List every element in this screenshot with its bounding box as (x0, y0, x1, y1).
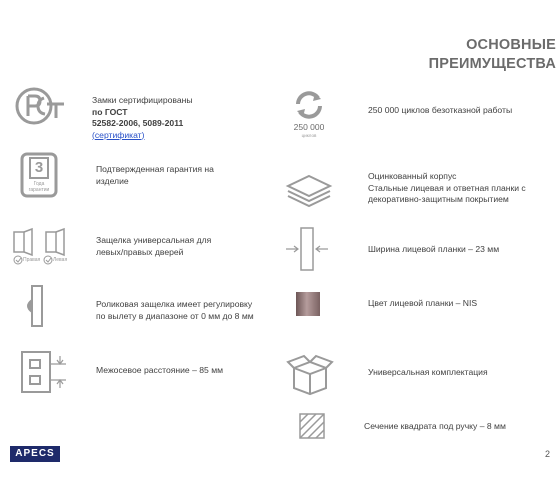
feature-housing-text: Оцинкованный корпус Стальные лицевая и ответная планки с декоративно-защитным покрытием (368, 171, 526, 204)
warranty-3-years-icon (20, 152, 58, 198)
layers-icon (284, 172, 334, 210)
door-tag-left: Левая (53, 257, 68, 263)
cycles-caption: циклов (301, 133, 317, 138)
certificate-link[interactable]: (сертификат) (92, 129, 145, 140)
feature-width-text: Ширина лицевой планки – 23 мм (368, 244, 500, 254)
door-tag-right: Правая (23, 257, 41, 263)
feature-kit-text: Универсальная комплектация (368, 367, 488, 377)
box-package-icon (286, 354, 334, 396)
feature-doors-text: Защелка универсальная для левых/правых дверей (96, 235, 212, 257)
roller-latch-icon (22, 284, 52, 328)
cycles-refresh-icon (288, 90, 330, 138)
feature-roller-text: Роликовая защелка имеет регулировку по вылету в диапазоне от 0 мм до 8 мм (96, 299, 254, 321)
apecs-logo: APECS (10, 446, 60, 462)
lock-body-distance-icon (16, 348, 70, 396)
feature-distance-text: Межосевое расстояние – 85 мм (96, 365, 224, 375)
faceplate-width-icon (284, 226, 330, 272)
door-left-right-icon (10, 226, 72, 268)
cycles-value: 250 000 (293, 122, 325, 132)
feature-square-text: Сечение квадрата под ручку – 8 мм (364, 421, 506, 431)
feature-certificate-text: Замки сертифицированы по ГОСТ 52582-2006, 5089-2011 (сертификат) (92, 95, 193, 140)
color-swatch-icon (296, 292, 320, 316)
faceplate-color-swatch (296, 292, 320, 316)
warranty-caption-2: гарантии (28, 187, 50, 193)
square-hatch-icon (298, 412, 326, 440)
feature-warranty-text: Подтвержденная гарантия на изделие (96, 164, 214, 186)
page-title (336, 36, 556, 74)
title-line-2: ПРЕИМУЩЕСТВА (428, 56, 556, 72)
feature-cycles-text: 250 000 циклов безотказной работы (368, 105, 513, 115)
warranty-caption-1: Года (33, 181, 45, 187)
feature-color-text: Цвет лицевой планки – NIS (368, 298, 478, 308)
warranty-number: 3 (34, 159, 44, 176)
page-number: 2 (544, 449, 550, 459)
title-line-1: ОСНОВНЫЕ (466, 37, 556, 53)
certificate-rst-icon (14, 86, 68, 126)
